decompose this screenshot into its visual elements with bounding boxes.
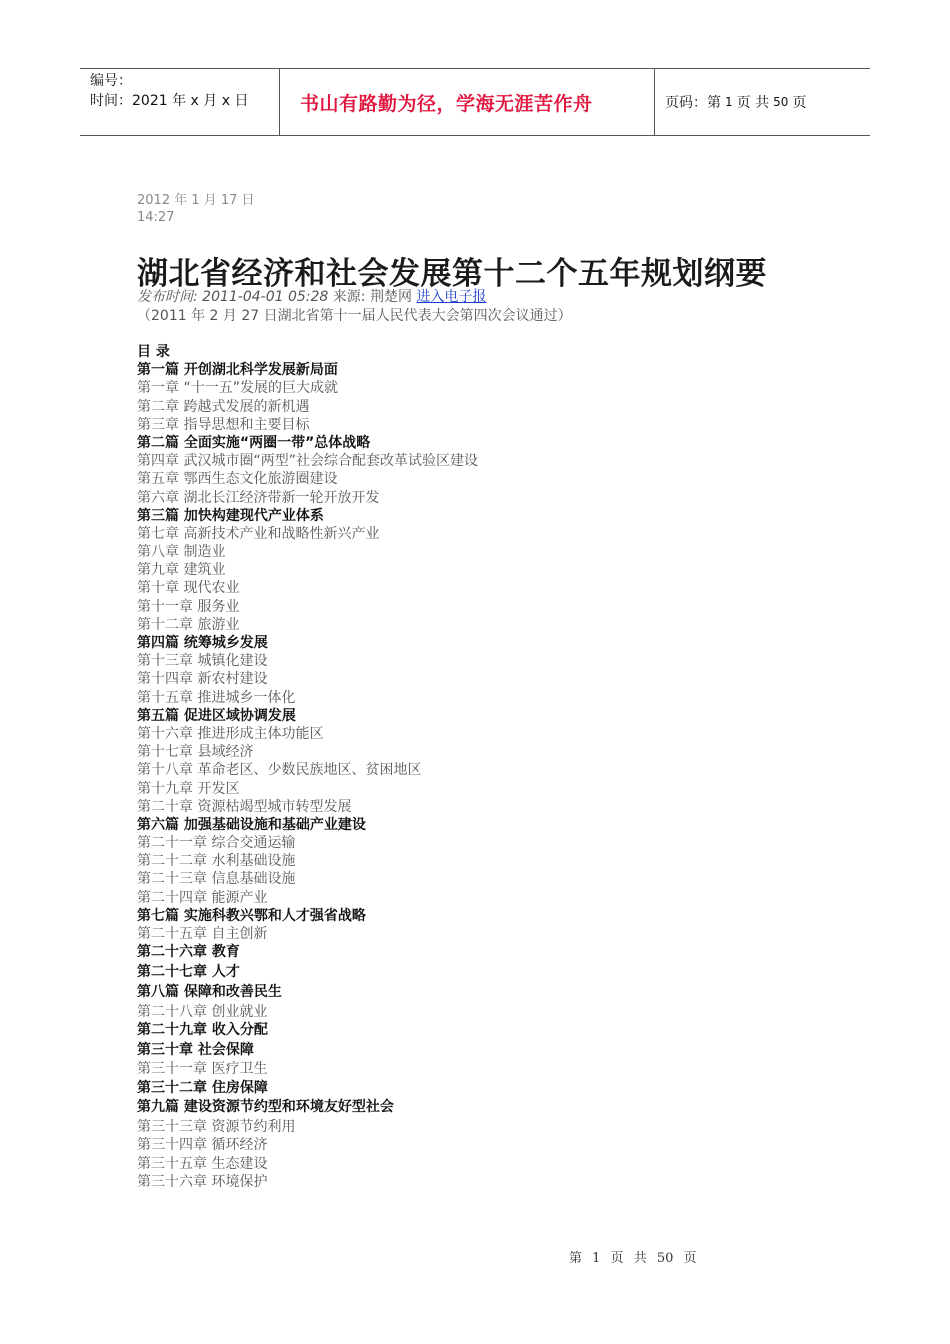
toc-item: 第九篇 建设资源节约型和环境友好型社会 <box>137 1099 394 1116</box>
page-header <box>80 68 870 136</box>
timestamp <box>137 192 337 226</box>
toc-item: 第三篇 加快构建现代产业体系 <box>137 507 324 524</box>
toc-item: 第二篇 全面实施“两圈一带”总体战略 <box>137 434 371 451</box>
toc-item: 第十八章 革命老区、少数民族地区、贫困地区 <box>137 762 422 779</box>
toc-item: 第三十五章 生态建设 <box>137 1155 268 1172</box>
page-footer <box>569 1247 703 1266</box>
toc-item: 第二十九章 收入分配 <box>137 1021 268 1038</box>
toc-item: 第十五章 推进城乡一体化 <box>137 689 296 706</box>
toc-item: 第二十七章 人才 <box>137 963 240 980</box>
table-of-contents <box>137 343 737 1191</box>
toc-item: 第三十一章 医疗卫生 <box>137 1061 268 1078</box>
footer-num: 1 <box>592 1251 601 1266</box>
toc-item: 第二十一章 综合交通运输 <box>137 835 296 852</box>
timestamp-date: 2012 年 1 月 17 日 <box>137 193 255 208</box>
toc-item: 第十二章 旅游业 <box>137 616 240 633</box>
header-page-label: 页码：第 <box>665 95 721 111</box>
footer-c: 共 <box>633 1251 647 1266</box>
toc-item: 第七篇 实施科教兴鄂和人才强省战略 <box>137 907 366 924</box>
toc-item: 第九章 建筑业 <box>137 562 226 579</box>
document-title: 湖北省经济和社会发展第十二个五年规划纲要 <box>137 256 767 292</box>
toc-item: 第十四章 新农村建设 <box>137 671 268 688</box>
header-page-cell <box>655 69 870 135</box>
toc-item: 第四篇 统筹城乡发展 <box>137 635 268 651</box>
toc-item: 第七章 高新技术产业和战略性新兴产业 <box>137 525 380 542</box>
toc-item: 第二十八章 创业就业 <box>137 1003 268 1020</box>
source-label: 来源: 荆楚网 <box>328 289 417 305</box>
header-page-num: 1 <box>725 95 733 109</box>
toc-item: 第六章 湖北长江经济带新一轮开放开发 <box>137 489 380 506</box>
toc-item: 第三章 指导思想和主要目标 <box>137 416 310 433</box>
toc-item: 第十一章 服务业 <box>137 598 240 615</box>
toc-item: 第十章 现代农业 <box>137 580 240 597</box>
toc-item: 第十七章 县域经济 <box>137 744 254 761</box>
toc-item: 第五篇 促进区域协调发展 <box>137 707 296 724</box>
toc-item: 第三十章 社会保障 <box>137 1041 254 1058</box>
footer-a: 第 <box>569 1251 583 1266</box>
toc-item: 第一章 “十一五”发展的巨大成就 <box>137 380 338 397</box>
toc-item: 第三十二章 住房保障 <box>137 1079 268 1096</box>
toc-item: 第十九章 开发区 <box>137 780 240 797</box>
header-page-mid: 页 共 <box>736 95 770 111</box>
timestamp-time: 14:27 <box>137 210 175 225</box>
toc-item: 第二十六章 教育 <box>137 944 240 961</box>
header-motto-cell <box>280 69 655 135</box>
toc-item: 第二十五章 自主创新 <box>137 926 268 942</box>
toc-item: 第三十三章 资源节约利用 <box>137 1119 296 1136</box>
footer-b: 页 <box>610 1251 624 1266</box>
toc-item: 第八篇 保障和改善民生 <box>137 983 282 1000</box>
header-motto: 书山有路勤为径，学海无涯苦作舟 <box>300 92 593 115</box>
adoption-note: （2011 年 2 月 27 日湖北省第十一届人民代表大会第四次会议通过） <box>137 308 572 324</box>
toc-item: 第三十四章 循环经济 <box>137 1137 268 1154</box>
toc-item: 第六篇 加强基础设施和基础产业建设 <box>137 816 366 833</box>
toc-item: 目 录 <box>137 344 170 360</box>
toc-item: 第十六章 推进形成主体功能区 <box>137 725 324 742</box>
footer-total: 50 <box>656 1251 674 1266</box>
header-page-total: 50 <box>773 95 789 109</box>
publish-time: 发布时间: 2011-04-01 05:28 <box>137 289 329 305</box>
header-page-end: 页 <box>792 95 807 111</box>
toc-item: 第二十章 资源枯竭型城市转型发展 <box>137 798 352 815</box>
toc-item: 第一篇 开创湖北科学发展新局面 <box>137 362 338 379</box>
header-number-label: 编号： <box>90 73 132 89</box>
header-time-label: 时间：2021 年 x 月 x 日 <box>90 93 249 109</box>
publish-meta <box>137 286 486 306</box>
footer-d: 页 <box>683 1251 697 1266</box>
toc-item: 第四章 武汉城市圈“两型”社会综合配套改革试验区建设 <box>137 453 478 470</box>
e-paper-link[interactable]: 进入电子报 <box>416 289 487 305</box>
toc-item: 第二十二章 水利基础设施 <box>137 853 296 870</box>
toc-item: 第二十三章 信息基础设施 <box>137 871 296 888</box>
toc-item: 第二章 跨越式发展的新机遇 <box>137 398 310 415</box>
toc-item: 第五章 鄂西生态文化旅游圈建设 <box>137 471 338 488</box>
header-info-cell <box>80 69 280 135</box>
toc-item: 第三十六章 环境保护 <box>137 1173 268 1190</box>
toc-item: 第二十四章 能源产业 <box>137 889 268 906</box>
toc-item: 第十三章 城镇化建设 <box>137 653 268 670</box>
toc-item: 第八章 制造业 <box>137 544 226 561</box>
